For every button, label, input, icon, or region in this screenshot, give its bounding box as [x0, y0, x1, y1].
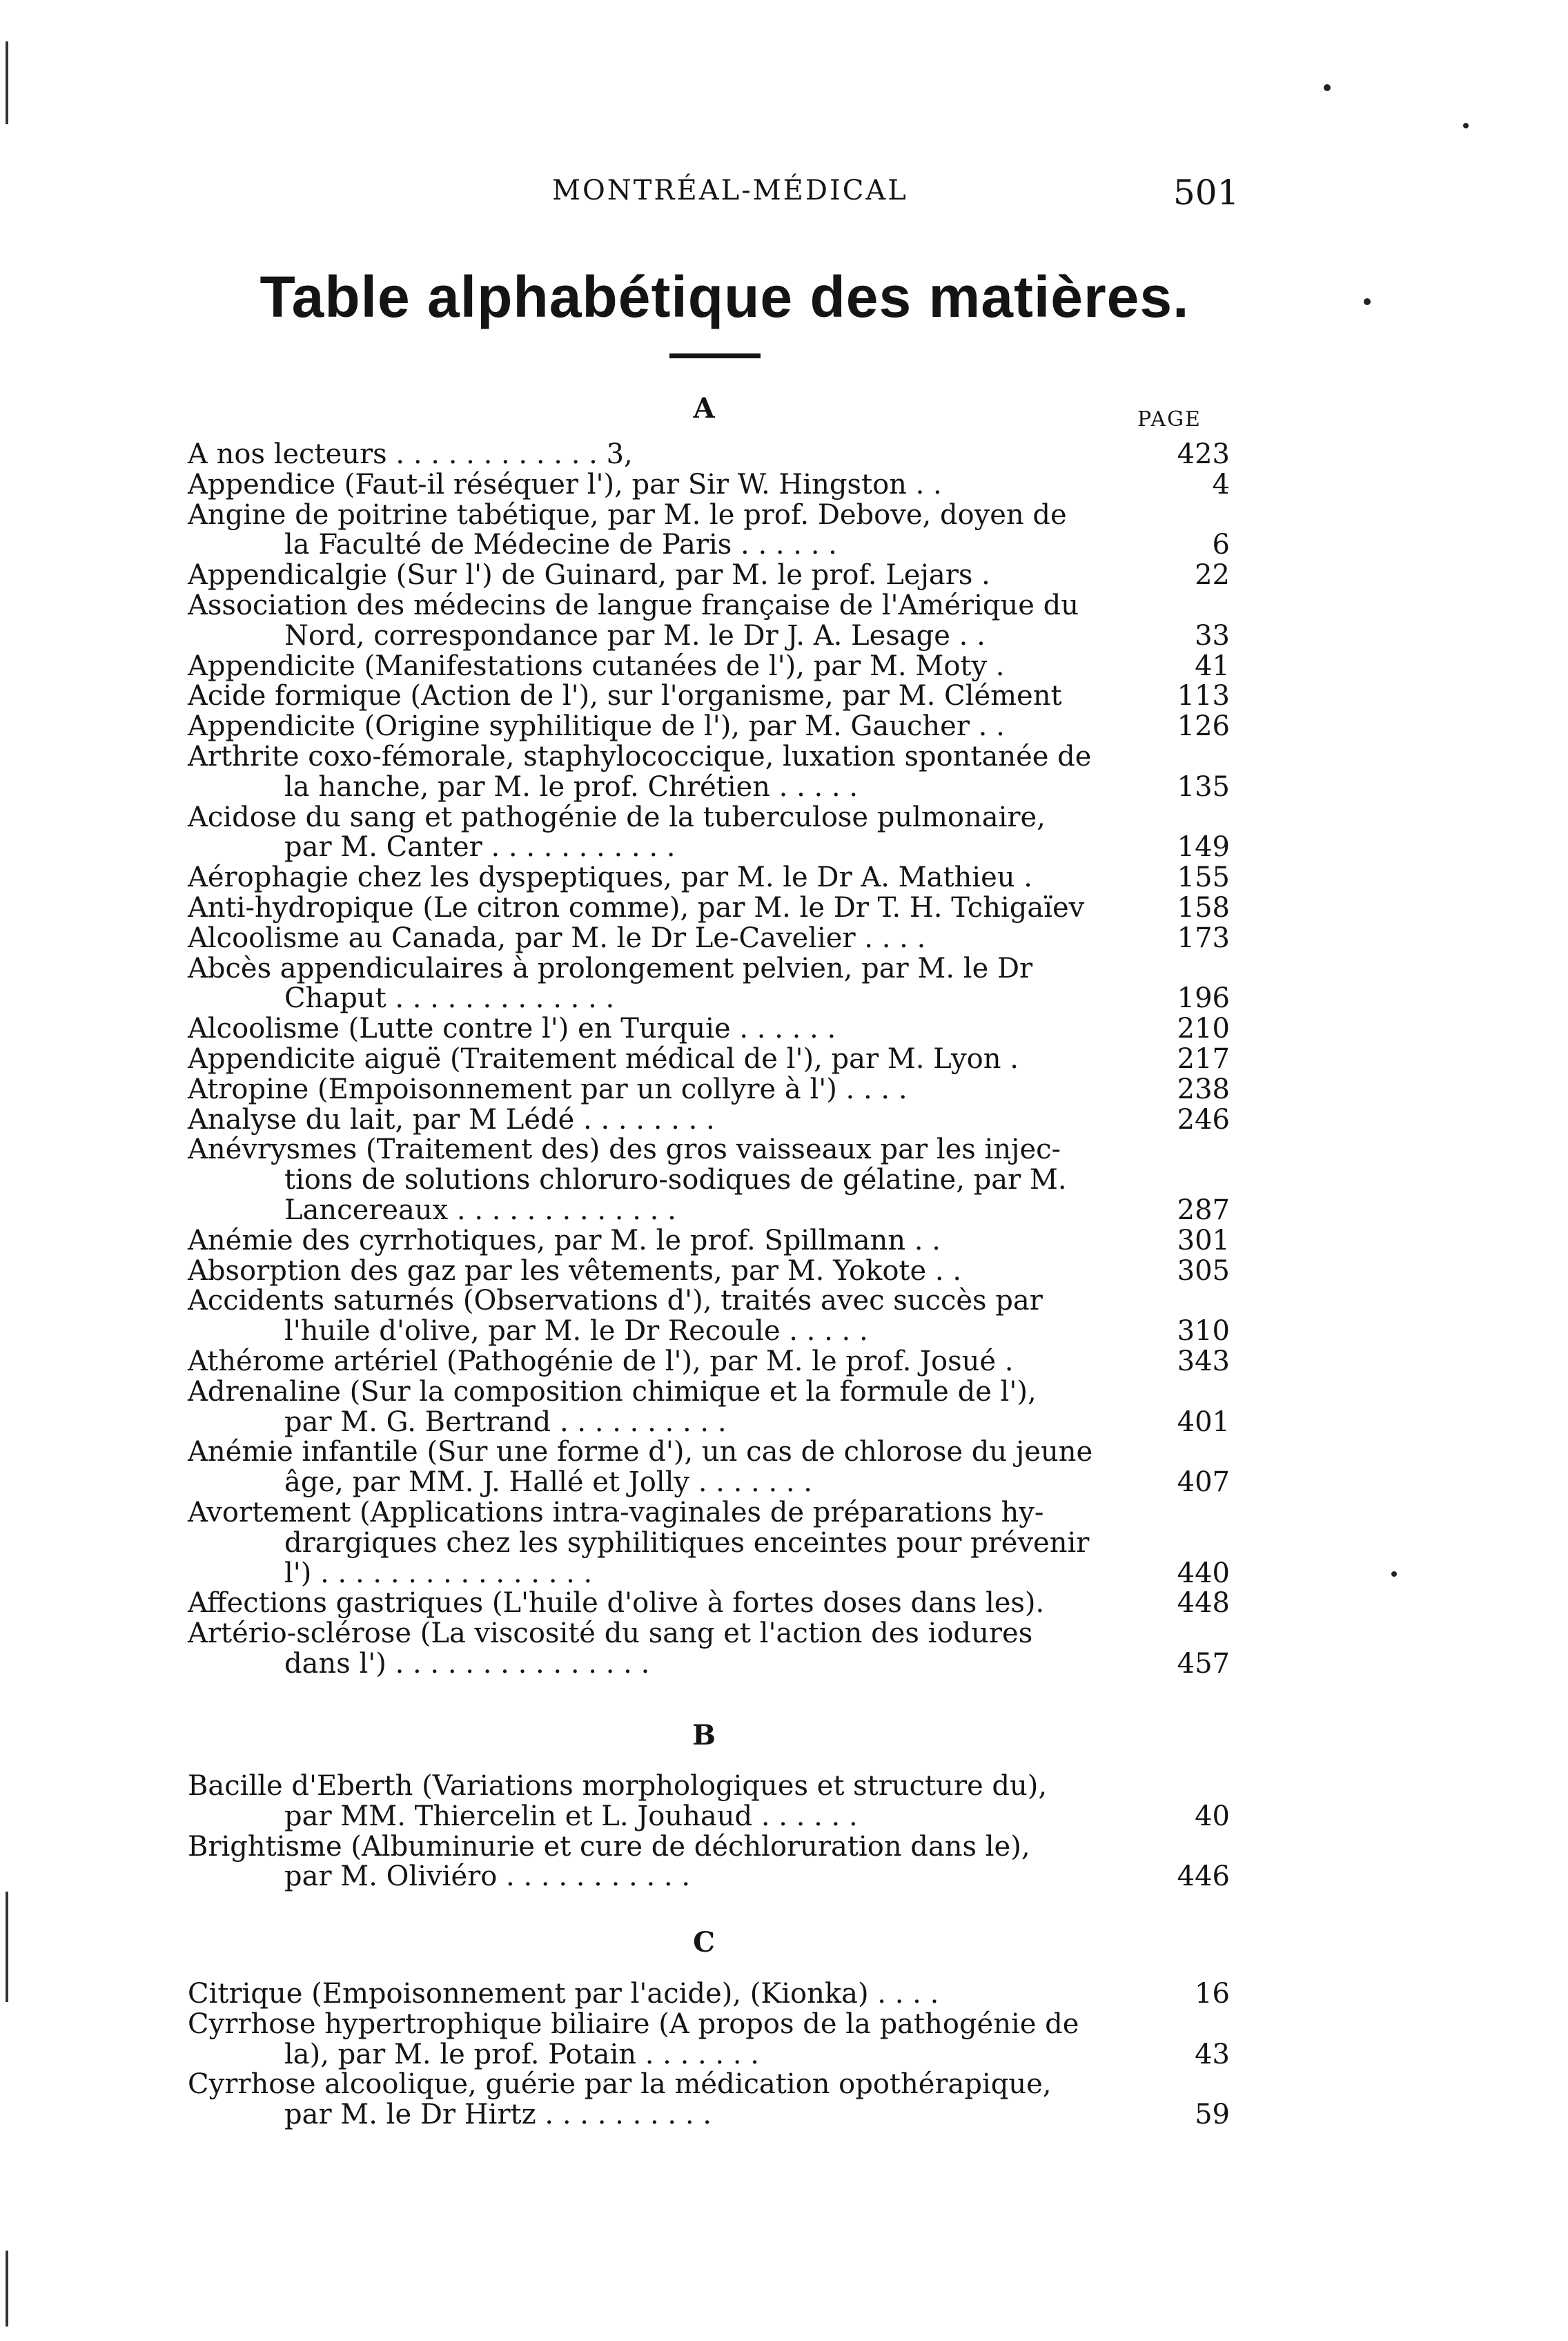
- index-entry-page: 310: [1177, 1315, 1230, 1348]
- index-entry-line: [0, 2069, 1568, 2100]
- index-entry-line: [0, 590, 1568, 621]
- index-entry-page: 446: [1177, 1861, 1230, 1893]
- index-entry-page: 126: [1177, 710, 1230, 743]
- page-title: Table alphabétique des matières.: [259, 264, 1190, 329]
- index-entry-page: 59: [1195, 2099, 1230, 2131]
- index-entry-line: [0, 1013, 1568, 1045]
- index-entry-line: [0, 439, 1568, 470]
- index-entry-text: la), par M. le prof. Potain . . . . . . .: [284, 2038, 760, 2070]
- index-entry-page: 440: [1177, 1557, 1230, 1589]
- index-entry-page: 43: [1195, 2038, 1230, 2070]
- index-entry-page: 4: [1212, 468, 1230, 501]
- index-entry-line: [0, 1195, 1568, 1226]
- index-entry-text: Absorption des gaz par les vêtements, par M. Yokote . .: [188, 1254, 962, 1287]
- index-entry-text: Adrenaline (Sur la composition chimique et la formule de l'),: [188, 1375, 1037, 1408]
- section-letter-b: B: [692, 1719, 716, 1751]
- index-entry-line: [0, 1256, 1568, 1287]
- index-entry-text: Artério-sclérose (La viscosité du sang et l'action des iodures: [188, 1618, 1033, 1650]
- index-entry-text: Acide formique (Action de l'), sur l'organisme, par M. Clément: [188, 680, 1062, 712]
- index-entry-text: Appendicite (Origine syphilitique de l'), par M. Gaucher . .: [188, 710, 1005, 743]
- index-entry-line: [0, 1861, 1568, 1892]
- index-entry-line: [0, 1832, 1568, 1863]
- index-entry-line: [0, 1074, 1568, 1105]
- index-entry-text: Brightisme (Albuminurie et cure de déchloruration dans le),: [188, 1830, 1030, 1863]
- index-entry-text: Citrique (Empoisonnement par l'acide), (Kionka) . . . .: [188, 1978, 939, 2010]
- index-entry-text: Atropine (Empoisonnement par un collyre à l') . . . .: [188, 1073, 908, 1105]
- index-entry-text: par M. Oliviéro . . . . . . . . . . .: [284, 1861, 691, 1893]
- index-entry-text: Anévrysmes (Traitement des) des gros vaisseaux par les injec-: [188, 1134, 1061, 1166]
- index-entry-line: [0, 1528, 1568, 1559]
- index-entry-page: 173: [1177, 922, 1230, 954]
- index-entry-line: [0, 1316, 1568, 1347]
- index-entry-page: 343: [1177, 1346, 1230, 1377]
- index-entry-page: 210: [1177, 1013, 1230, 1045]
- index-entry-page: 305: [1177, 1254, 1230, 1287]
- index-entry-text: Appendicite (Manifestations cutanées de l'), par M. Moty .: [188, 650, 1005, 682]
- section-letter-a: A: [693, 392, 715, 425]
- index-entry-line: [0, 953, 1568, 984]
- index-entry-page: 287: [1177, 1194, 1230, 1226]
- index-entry-line: [0, 1771, 1568, 1802]
- index-entry-text: Anti-hydropique (Le citron comme), par M. le Dr T. H. Tchigaïev: [188, 892, 1085, 924]
- index-entry-line: [0, 802, 1568, 833]
- index-entry-page: 238: [1177, 1073, 1230, 1105]
- index-entry-line: [0, 1979, 1568, 2010]
- index-entry-page: 423: [1177, 438, 1230, 470]
- index-entry-text: Cyrrhose alcoolique, guérie par la médication opothérapique,: [188, 2068, 1052, 2101]
- index-entry-line: [0, 832, 1568, 863]
- index-entry-text: Nord, correspondance par M. le Dr J. A. Lesage . .: [284, 619, 986, 652]
- index-entry-line: [0, 560, 1568, 591]
- index-entry-line: [0, 983, 1568, 1014]
- index-entry-line: [0, 1225, 1568, 1256]
- index-entry-line: [0, 2009, 1568, 2040]
- index-entry-line: [0, 862, 1568, 893]
- index-entry-text: par M. le Dr Hirtz . . . . . . . . . .: [284, 2099, 712, 2131]
- scan-edge-mark: [6, 1892, 8, 2002]
- index-entry-line: [0, 772, 1568, 803]
- index-entry-line: [0, 681, 1568, 712]
- scan-speck: [1463, 123, 1469, 128]
- page-number: 501: [1173, 173, 1239, 213]
- index-entry-line: [0, 893, 1568, 924]
- index-entry-line: [0, 1618, 1568, 1649]
- index-entry-text: A nos lecteurs . . . . . . . . . . . . 3,: [188, 438, 633, 470]
- index-entry-text: Cyrrhose hypertrophique biliaire (A propos de la pathogénie de: [188, 2008, 1079, 2040]
- scan-speck: [1391, 1571, 1397, 1577]
- index-entry-page: 196: [1177, 982, 1230, 1015]
- scan-edge-mark: [6, 41, 8, 124]
- index-entry-page: 401: [1177, 1406, 1230, 1438]
- index-entry-text: Appendice (Faut-il réséquer l'), par Sir W. Hingston . .: [188, 468, 942, 501]
- index-entry-line: [0, 1285, 1568, 1317]
- index-entry-line: [0, 711, 1568, 742]
- index-entry-line: [0, 1105, 1568, 1136]
- index-entry-line: [0, 530, 1568, 561]
- index-entry-text: Accidents saturnés (Observations d'), traités avec succès par: [188, 1285, 1043, 1317]
- index-entry-text: Chaput . . . . . . . . . . . . .: [284, 982, 615, 1015]
- index-entry-text: l'huile d'olive, par M. le Dr Recoule . . . . .: [284, 1315, 868, 1348]
- index-entry-text: Affections gastriques (L'huile d'olive à fortes doses dans les).: [188, 1587, 1045, 1620]
- index-entry-line: [0, 1649, 1568, 1680]
- index-entry-text: Anémie des cyrrhotiques, par M. le prof. Spillmann . .: [188, 1224, 941, 1256]
- index-entry-text: Anémie infantile (Sur une forme d'), un cas de chlorose du jeune: [188, 1436, 1093, 1468]
- index-entry-page: 16: [1195, 1978, 1230, 2010]
- scan-speck: [1324, 84, 1331, 91]
- index-entry-text: Appendicalgie (Sur l') de Guinard, par M. le prof. Lejars .: [188, 559, 990, 592]
- index-entry-line: [0, 1407, 1568, 1438]
- index-entry-page: 22: [1195, 559, 1230, 592]
- index-entry-page: 301: [1177, 1224, 1230, 1256]
- index-entry-text: Lancereaux . . . . . . . . . . . . .: [284, 1194, 676, 1226]
- index-entry-text: par MM. Thiercelin et L. Jouhaud . . . . . .: [284, 1800, 858, 1832]
- index-entry-page: 33: [1195, 619, 1230, 652]
- index-entry-line: [0, 1497, 1568, 1528]
- index-entry-line: [0, 1044, 1568, 1075]
- index-entry-text: drargiques chez les syphilitiques enceintes pour prévenir: [284, 1526, 1090, 1559]
- index-entry-page: 6: [1212, 529, 1230, 561]
- index-entry-text: Aérophagie chez les dyspeptiques, par M. le Dr A. Mathieu .: [188, 862, 1032, 894]
- index-entry-line: [0, 1801, 1568, 1832]
- index-entry-page: 246: [1177, 1103, 1230, 1136]
- index-entry-line: [0, 1588, 1568, 1619]
- scan-edge-mark: [6, 2251, 8, 2327]
- index-entry-text: âge, par MM. J. Hallé et Jolly . . . . . . .: [284, 1466, 813, 1499]
- index-entry-line: [0, 1437, 1568, 1468]
- index-entry-text: Angine de poitrine tabétique, par M. le prof. Debove, doyen de: [188, 498, 1067, 531]
- index-entry-page: 457: [1177, 1648, 1230, 1680]
- index-entry-text: Alcoolisme (Lutte contre l') en Turquie . . . . . .: [188, 1013, 836, 1045]
- index-entry-page: 155: [1177, 862, 1230, 894]
- index-entry-text: Acidose du sang et pathogénie de la tuberculose pulmonaire,: [188, 801, 1046, 833]
- index-entry-text: la Faculté de Médecine de Paris . . . . . .: [284, 529, 837, 561]
- running-header: MONTRÉAL-MÉDICAL: [552, 175, 908, 206]
- page-column-label: PAGE: [1137, 407, 1202, 431]
- index-entry-text: Analyse du lait, par M Lédé . . . . . . . .: [188, 1103, 715, 1136]
- index-entry-line: [0, 2039, 1568, 2070]
- index-entry-page: 149: [1177, 831, 1230, 864]
- index-entry-line: [0, 1377, 1568, 1408]
- index-entry-text: par M. G. Bertrand . . . . . . . . . .: [284, 1406, 727, 1438]
- index-entry-line: [0, 741, 1568, 773]
- title-rule: [669, 353, 761, 358]
- index-entry-page: 217: [1177, 1043, 1230, 1075]
- index-entry-line: [0, 1346, 1568, 1377]
- index-entry-page: 158: [1177, 892, 1230, 924]
- index-entry-page: 448: [1177, 1587, 1230, 1620]
- index-entry-line: [0, 500, 1568, 531]
- index-entry-page: 135: [1177, 770, 1230, 803]
- section-letter-c: C: [693, 1926, 715, 1959]
- index-entry-page: 41: [1195, 650, 1230, 682]
- index-entry-text: tions de solutions chloruro-sodiques de gélatine, par M.: [284, 1164, 1067, 1196]
- index-entry-text: Association des médecins de langue française de l'Amérique du: [188, 590, 1079, 621]
- index-entry-text: Alcoolisme au Canada, par M. le Dr Le-Cavelier . . . .: [188, 922, 926, 954]
- index-entry-text: la hanche, par M. le prof. Chrétien . . . . .: [284, 770, 859, 803]
- index-entry-line: [0, 1467, 1568, 1498]
- index-entry-line: [0, 621, 1568, 652]
- index-entry-page: 407: [1177, 1466, 1230, 1499]
- index-entry-line: [0, 1165, 1568, 1196]
- index-entry-text: Bacille d'Eberth (Variations morphologiques et structure du),: [188, 1770, 1048, 1802]
- index-entry-line: [0, 923, 1568, 954]
- index-entry-line: [0, 2099, 1568, 2130]
- index-entry-text: Abcès appendiculaires à prolongement pelvien, par M. le Dr: [188, 952, 1033, 984]
- index-entry-line: [0, 651, 1568, 682]
- index-entry-page: 40: [1195, 1800, 1230, 1832]
- index-entry-text: Appendicite aiguë (Traitement médical de l'), par M. Lyon .: [188, 1043, 1019, 1075]
- index-entry-text: Avortement (Applications intra-vaginales de préparations hy-: [188, 1497, 1044, 1528]
- index-entry-line: [0, 469, 1568, 501]
- index-entry-text: Athérome artériel (Pathogénie de l'), par M. le prof. Josué .: [188, 1346, 1014, 1377]
- index-entry-text: dans l') . . . . . . . . . . . . . . .: [284, 1648, 650, 1680]
- scan-speck: [1364, 298, 1371, 305]
- index-entry-text: par M. Canter . . . . . . . . . . .: [284, 831, 676, 864]
- index-entry-page: 113: [1177, 680, 1230, 712]
- index-entry-text: l') . . . . . . . . . . . . . . . .: [284, 1557, 593, 1589]
- index-entry-line: [0, 1134, 1568, 1165]
- index-entry-text: Arthrite coxo-fémorale, staphylococcique, luxation spontanée de: [188, 741, 1092, 773]
- index-entry-line: [0, 1558, 1568, 1589]
